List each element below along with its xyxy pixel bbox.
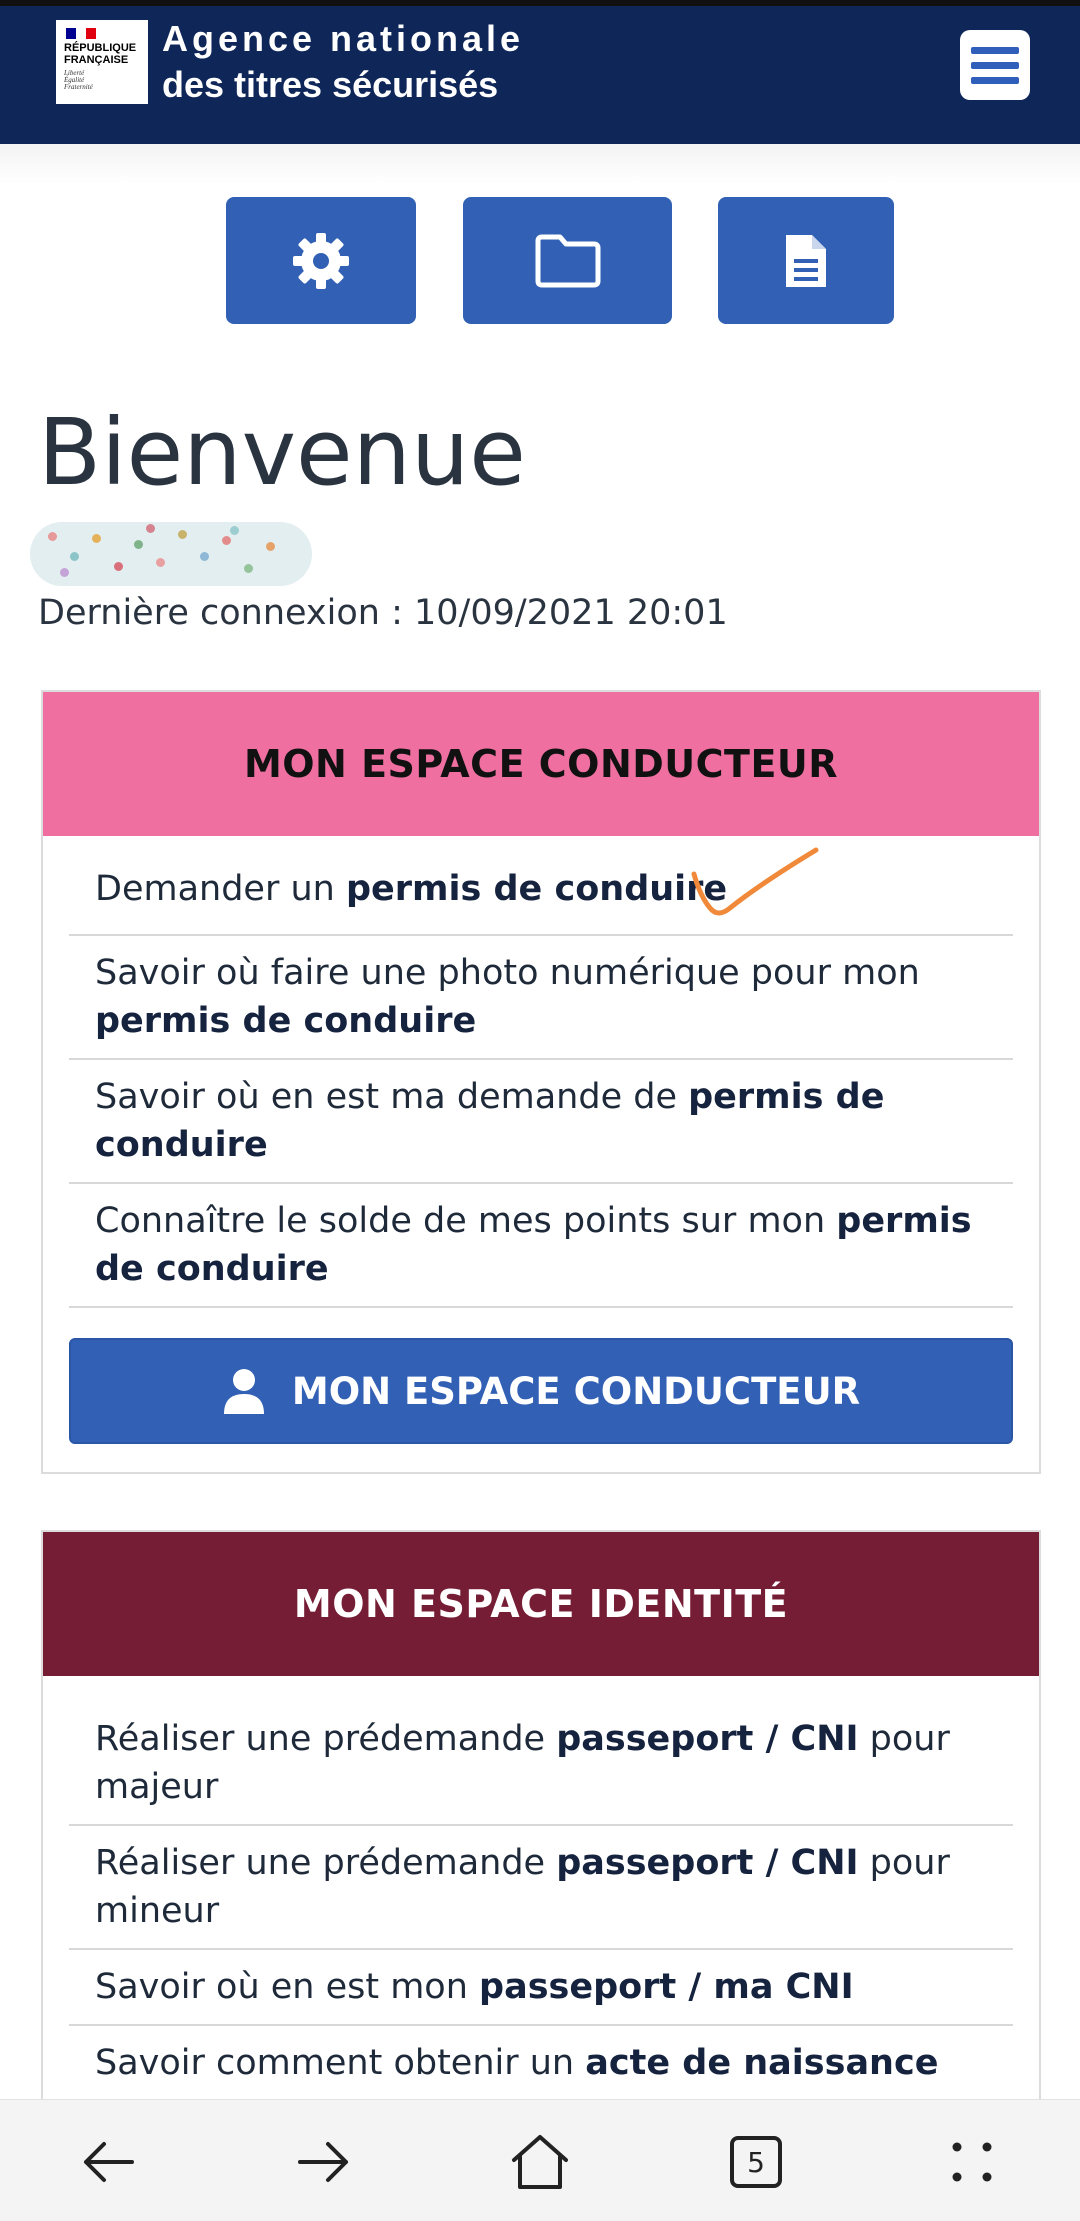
driver-space-button[interactable]: MON ESPACE CONDUCTEUR <box>69 1338 1013 1444</box>
folder-button[interactable] <box>463 197 672 324</box>
identity-section <box>41 1530 1041 2130</box>
browser-bottom-bar <box>0 2099 1080 2221</box>
republique-francaise-logo[interactable] <box>56 20 148 104</box>
document-button[interactable] <box>718 197 894 324</box>
logo-text: RÉPUBLIQUE FRANÇAISE <box>64 42 137 66</box>
forward-arrow-icon[interactable] <box>284 2122 364 2202</box>
site-header <box>0 0 1080 144</box>
list-item[interactable]: Connaître le solde de mes points sur mon permis de conduire <box>69 1184 1013 1308</box>
last-login: Dernière connexion : 10/09/2021 20:01 <box>38 593 728 633</box>
document-icon <box>782 231 830 291</box>
list-item[interactable]: Réaliser une prédemande passeport / CNI pour mineur <box>69 1826 1013 1950</box>
driver-section <box>41 690 1041 1474</box>
french-flag-icon <box>66 28 96 39</box>
list-item[interactable]: Savoir comment obtenir un acte de naissance <box>69 2026 1013 2102</box>
list-item[interactable]: Réaliser une prédemande passeport / CNI pour majeur <box>69 1676 1013 1826</box>
gear-icon <box>289 229 353 293</box>
identity-section-header: MON ESPACE IDENTITÉ <box>43 1532 1039 1676</box>
more-icon[interactable] <box>932 2122 1012 2202</box>
settings-button[interactable] <box>226 197 416 324</box>
logo-motto: Liberté Égalité Fraternité <box>64 69 93 91</box>
page-title: Bienvenue <box>38 399 526 506</box>
list-item[interactable]: Savoir où en est mon passeport / ma CNI <box>69 1950 1013 2026</box>
folder-icon <box>532 231 604 291</box>
checkmark-annotation-icon <box>690 846 820 926</box>
driver-section-header: MON ESPACE CONDUCTEUR <box>43 692 1039 836</box>
header-shadow <box>0 144 1080 184</box>
list-item[interactable]: Savoir où en est ma demande de permis de conduire <box>69 1060 1013 1184</box>
tabs-icon[interactable] <box>716 2122 796 2202</box>
hamburger-menu-icon[interactable] <box>960 30 1030 100</box>
redacted-user-name <box>30 522 312 586</box>
agency-name[interactable]: Agence nationale des titres sécurisés <box>162 18 525 105</box>
back-arrow-icon[interactable] <box>68 2122 148 2202</box>
list-item[interactable]: Savoir où faire une photo numérique pour mon permis de conduire <box>69 936 1013 1060</box>
tab-count: 5 <box>730 2136 782 2188</box>
user-icon <box>222 1368 266 1414</box>
list-item[interactable]: Demander un permis de conduire <box>69 836 1013 936</box>
home-icon[interactable] <box>500 2122 580 2202</box>
